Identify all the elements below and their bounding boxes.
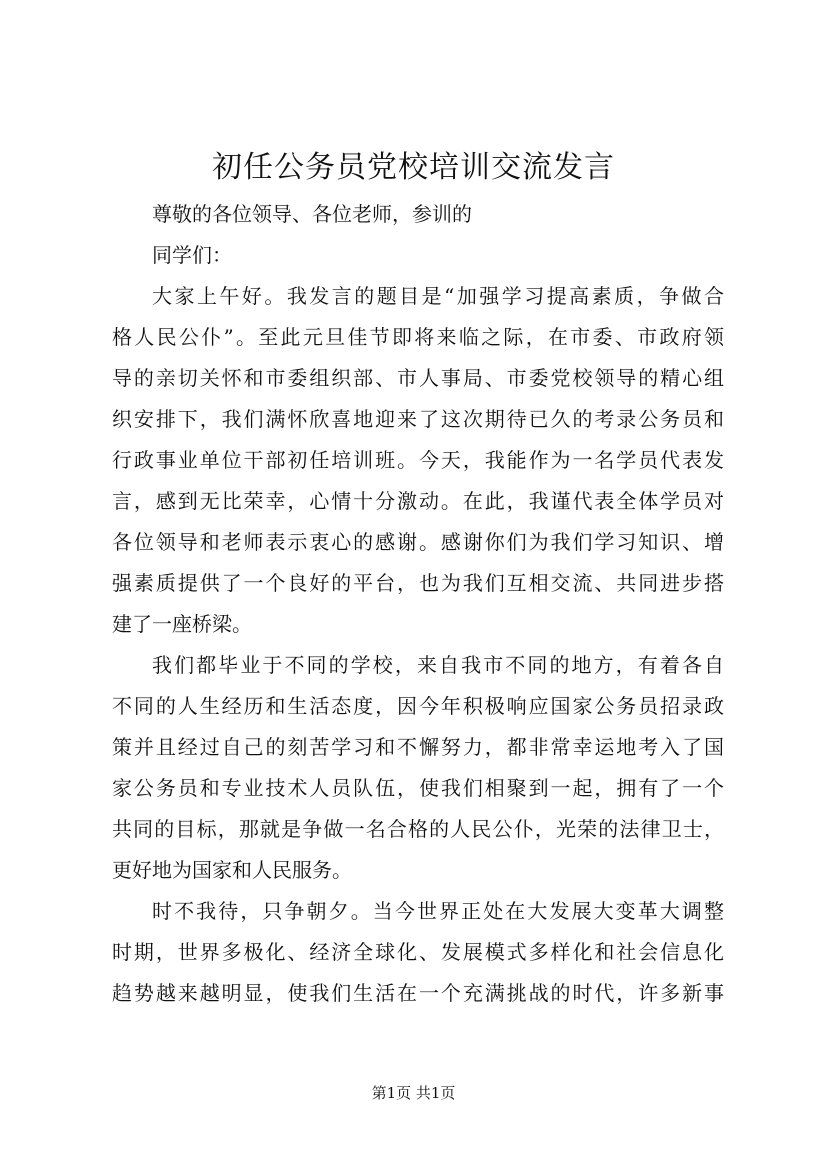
text-line-13: 不同的人生经历和生活态度，因今年积极响应国家公务员招录政: [112, 694, 724, 718]
text-line-11: 建了一座桥梁。: [112, 612, 252, 636]
text-line-20: 趋势越来越明显，使我们生活在一个充满挑战的时代，许多新事: [112, 981, 724, 1005]
text-line-6: 织安排下，我们满怀欣喜地迎来了这次期待已久的考录公务员和: [112, 407, 724, 431]
text-line-14: 策并且经过自己的刻苦学习和不懈努力，都非常幸运地考入了国: [112, 735, 724, 759]
text-line-4: 格人民公仆”。至此元旦佳节即将来临之际，在市委、市政府领: [112, 325, 724, 349]
text-line-17: 更好地为国家和人民服务。: [112, 858, 352, 882]
text-line-7: 行政事业单位干部初任培训班。今天，我能作为一名学员代表发: [112, 448, 724, 472]
text-line-15: 家公务员和专业技术人员队伍，使我们相聚到一起，拥有了一个: [112, 776, 724, 800]
text-line-18: 时不我待，只争朝夕。当今世界正处在大发展大变革大调整: [152, 899, 724, 923]
text-line-19: 时期，世界多极化、经济全球化、发展模式多样化和社会信息化: [112, 940, 724, 964]
text-line-3: 大家上午好。我发言的题目是“加强学习提高素质，争做合: [152, 284, 724, 308]
text-line-5: 导的亲切关怀和市委组织部、市人事局、市委党校领导的精心组: [112, 366, 724, 390]
text-line-12: 我们都毕业于不同的学校，来自我市不同的地方，有着各自: [152, 653, 724, 677]
text-line-10: 强素质提供了一个良好的平台，也为我们互相交流、共同进步搭: [112, 571, 724, 595]
text-line-1: 尊敬的各位领导、各位老师，参训的: [152, 202, 472, 226]
page-footer: 第1页 共1页: [371, 1084, 456, 1102]
document-body: [112, 194, 724, 1014]
text-line-8: 言，感到无比荣幸，心情十分激动。在此，我谨代表全体学员对: [112, 489, 724, 513]
text-line-16: 共同的目标，那就是争做一名合格的人民公仆，光荣的法律卫士，: [112, 817, 724, 841]
text-line-9: 各位领导和老师表示衷心的感谢。感谢你们为我们学习知识、增: [112, 530, 724, 554]
document-title: 初任公务员党校培训交流发言: [212, 150, 615, 185]
text-line-2: 同学们：: [152, 243, 232, 267]
